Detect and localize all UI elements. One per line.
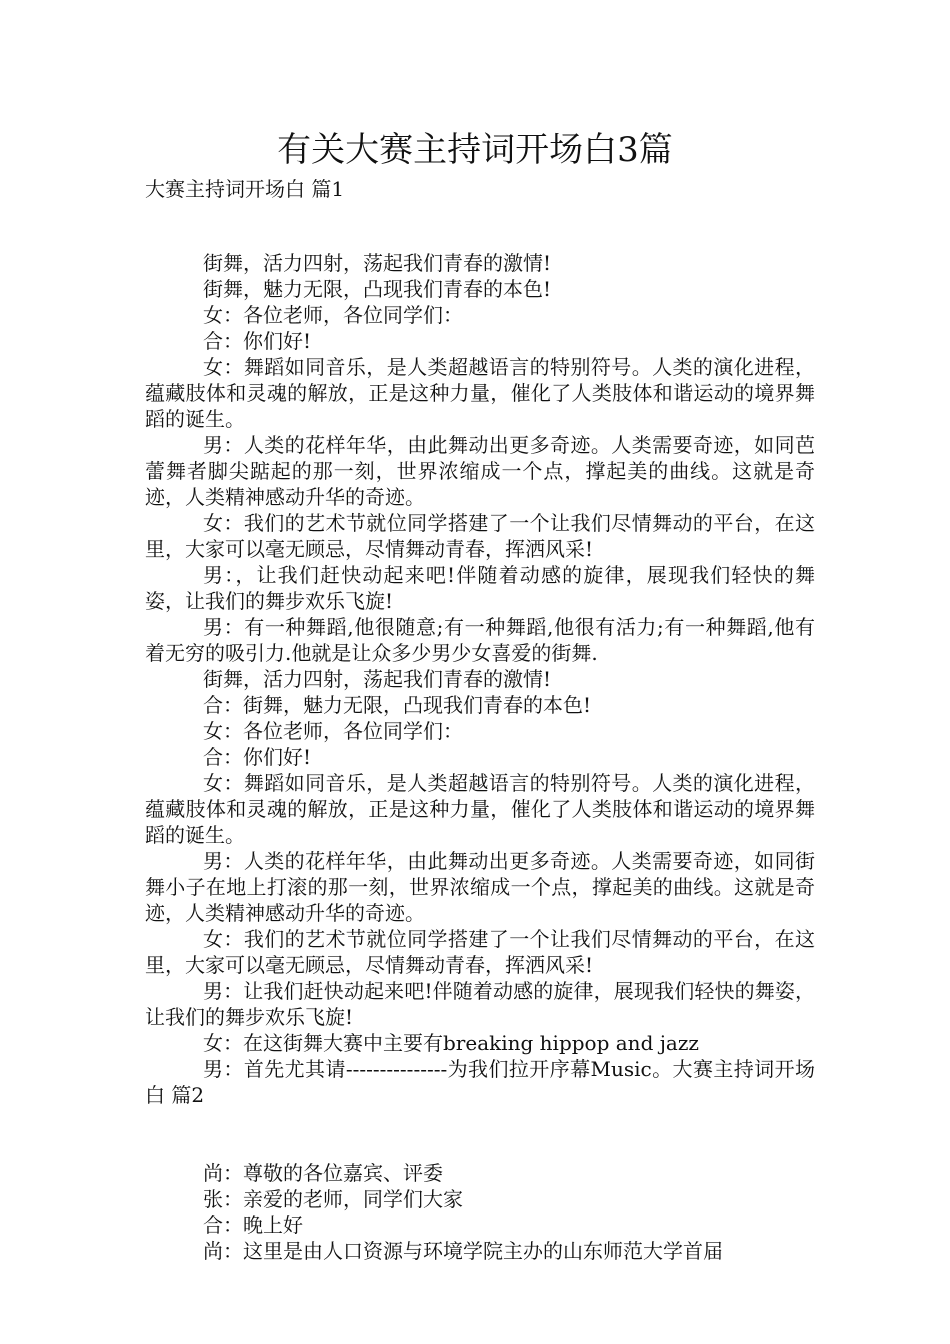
paragraph: 男：人类的花样年华，由此舞动出更多奇迹。人类需要奇迹，如同街舞小子在地上打滚的那一刻，世界浓缩成一个点，撑起美的曲线。这就是奇迹，人类精神感动升华的奇迹。: [145, 849, 815, 925]
paragraph: 女：我们的艺术节就位同学搭建了一个让我们尽情舞动的平台，在这里，大家可以毫无顾忌，尽情舞动青春，挥洒风采!: [145, 511, 815, 561]
paragraph: 男：人类的花样年华，由此舞动出更多奇迹。人类需要奇迹，如同芭蕾舞者脚尖踮起的那一刻，世界浓缩成一个点，撑起美的曲线。这就是奇迹，人类精神感动升华的奇迹。: [145, 433, 815, 509]
paragraph: 女：我们的艺术节就位同学搭建了一个让我们尽情舞动的平台，在这里，大家可以毫无顾忌，尽情舞动青春，挥洒风采!: [145, 927, 815, 977]
paragraph: 女：在这街舞大赛中主要有breaking hippop and jazz: [203, 1031, 699, 1055]
paragraph: 女：各位老师，各位同学们：: [203, 303, 463, 327]
paragraph: 尚：这里是由人口资源与环境学院主办的山东师范大学首届: [203, 1239, 723, 1263]
paragraph: 张：亲爱的老师，同学们大家: [203, 1187, 463, 1211]
section-heading: 大赛主持词开场白 篇1: [145, 177, 345, 201]
paragraph: 女：舞蹈如同音乐，是人类超越语言的特别符号。人类的演化进程，蕴藏肢体和灵魂的解放，正是这种力量，催化了人类肢体和谐运动的境界舞蹈的诞生。: [145, 771, 815, 847]
paragraph: 合：街舞，魅力无限，凸现我们青春的本色!: [203, 693, 592, 717]
paragraph: 男：首先尤其请---------------为我们拉开序幕Music。大赛主持词开场白 篇2: [145, 1057, 815, 1107]
paragraph: 女：舞蹈如同音乐，是人类超越语言的特别符号。人类的演化进程，蕴藏肢体和灵魂的解放，正是这种力量，催化了人类肢体和谐运动的境界舞蹈的诞生。: [145, 355, 815, 431]
paragraph: 男：，让我们赶快动起来吧!伴随着动感的旋律，展现我们轻快的舞姿，让我们的舞步欢乐飞旋!: [145, 563, 815, 613]
paragraph: 男：有一种舞蹈,他很随意;有一种舞蹈,他很有活力;有一种舞蹈,他有着无穷的吸引力.他就是让众多少男少女喜爱的街舞.: [145, 615, 815, 665]
paragraph: 男：让我们赶快动起来吧!伴随着动感的旋律，展现我们轻快的舞姿，让我们的舞步欢乐飞旋!: [145, 979, 815, 1029]
paragraph: 街舞，活力四射，荡起我们青春的激情!: [203, 251, 552, 275]
paragraph: 女：各位老师，各位同学们：: [203, 719, 463, 743]
paragraph: 尚：尊敬的各位嘉宾、评委: [203, 1161, 443, 1185]
paragraph: 合：你们好!: [203, 745, 312, 769]
document-title: 有关大赛主持词开场白3篇: [277, 130, 673, 170]
paragraph: 街舞，活力四射，荡起我们青春的激情!: [203, 667, 552, 691]
paragraph: 合：你们好!: [203, 329, 312, 353]
paragraph: 合：晚上好: [203, 1213, 303, 1237]
paragraph: 街舞，魅力无限，凸现我们青春的本色!: [203, 277, 552, 301]
